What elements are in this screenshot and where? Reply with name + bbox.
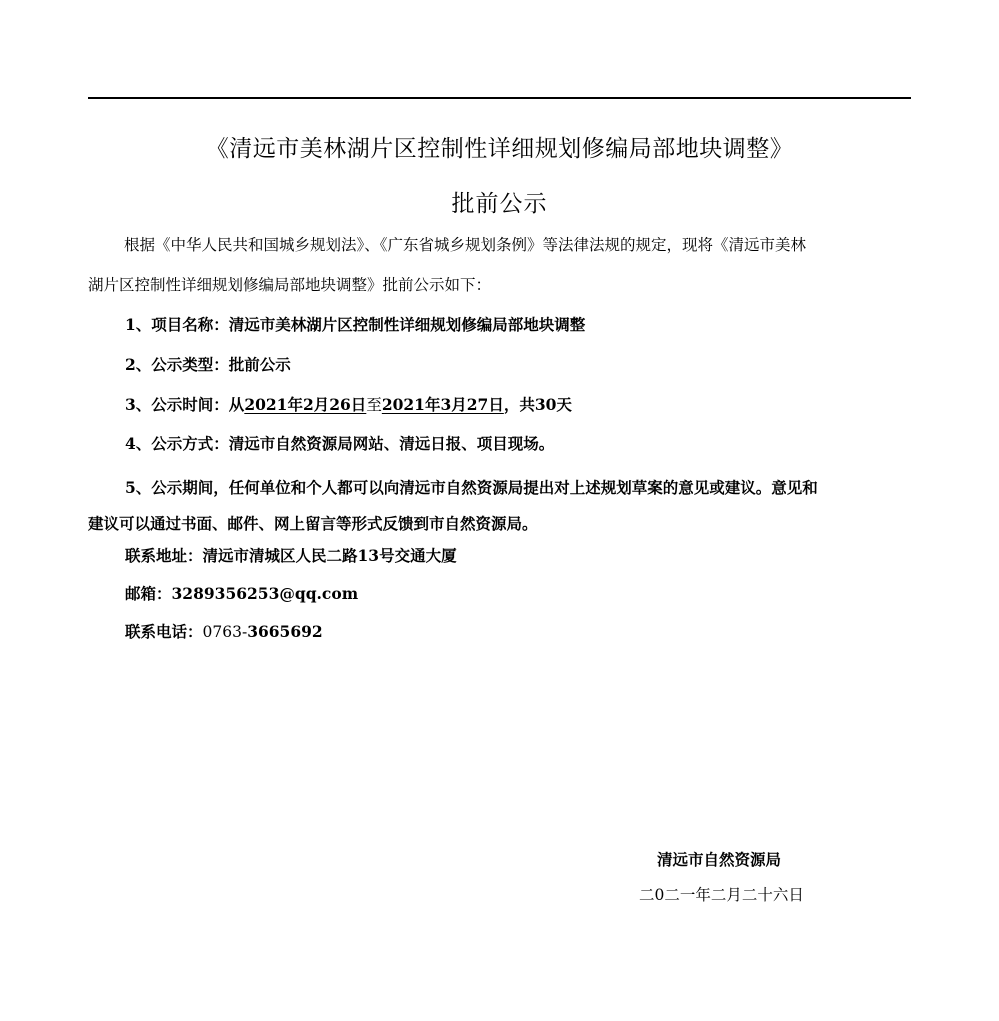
item-notice-method-value: 清远市自然资源局网站、清远日报、项目现场。	[228, 434, 555, 453]
item-notice-time-label: 3、公示时间：	[125, 395, 229, 414]
item-notice-time-from: 从	[228, 395, 245, 414]
contact-address-value: 清远市清城区人民二路13号交通大厦	[202, 546, 457, 565]
item-project-name	[125, 313, 585, 337]
item-project-name-value: 清远市美林湖片区控制性详细规划修编局部地块调整	[228, 315, 586, 334]
contact-phone-label: 联系电话：	[125, 622, 203, 641]
contact-address	[125, 544, 457, 568]
contact-address-label: 联系地址：	[125, 546, 203, 565]
intro-line-2: 湖片区控制性详细规划修编局部地块调整》批前公示如下：	[88, 276, 492, 294]
document-subtitle: 批前公示	[451, 191, 548, 217]
item-notice-type-value: 批前公示	[228, 355, 291, 374]
item-feedback	[88, 470, 911, 542]
item-notice-method	[125, 432, 554, 456]
item-notice-time-end-date: 2021年3月27日	[381, 395, 504, 414]
header-rule	[88, 97, 911, 99]
signature-date: 二0二一年二月二十六日	[639, 886, 804, 904]
item-notice-type	[125, 353, 291, 377]
contact-phone-area: 0763-	[202, 623, 248, 641]
contact-email-label: 邮箱：	[125, 584, 172, 603]
item-notice-time-to: 至	[366, 396, 382, 414]
intro-paragraph	[88, 225, 911, 305]
item-notice-time	[125, 393, 572, 417]
document-title: 《清远市美林湖片区控制性详细规划修编局部地块调整》	[205, 136, 794, 162]
signature-organization: 清远市自然资源局	[657, 850, 782, 869]
intro-line-1: 根据《中华人民共和国城乡规划法》、《广东省城乡规划条例》等法律法规的规定，现将《清远市美林	[124, 236, 807, 254]
item-notice-time-start-date: 2021年2月26日	[244, 395, 367, 414]
item-feedback-line-1: 5、公示期间，任何单位和个人都可以向清远市自然资源局提出对上述规划草案的意见或建议。意见和	[125, 478, 818, 497]
contact-phone-number: 3665692	[247, 622, 323, 641]
item-notice-method-label: 4、公示方式：	[125, 434, 229, 453]
item-notice-type-label: 2、公示类型：	[125, 355, 229, 374]
contact-email	[125, 582, 358, 606]
item-notice-time-total: ，共30天	[503, 395, 572, 414]
item-project-name-label: 1、项目名称：	[125, 315, 229, 334]
item-feedback-line-2: 建议可以通过书面、邮件、网上留言等形式反馈到市自然资源局。	[88, 514, 538, 533]
contact-phone	[125, 620, 323, 644]
contact-email-value: 3289356253@qq.com	[171, 584, 359, 603]
